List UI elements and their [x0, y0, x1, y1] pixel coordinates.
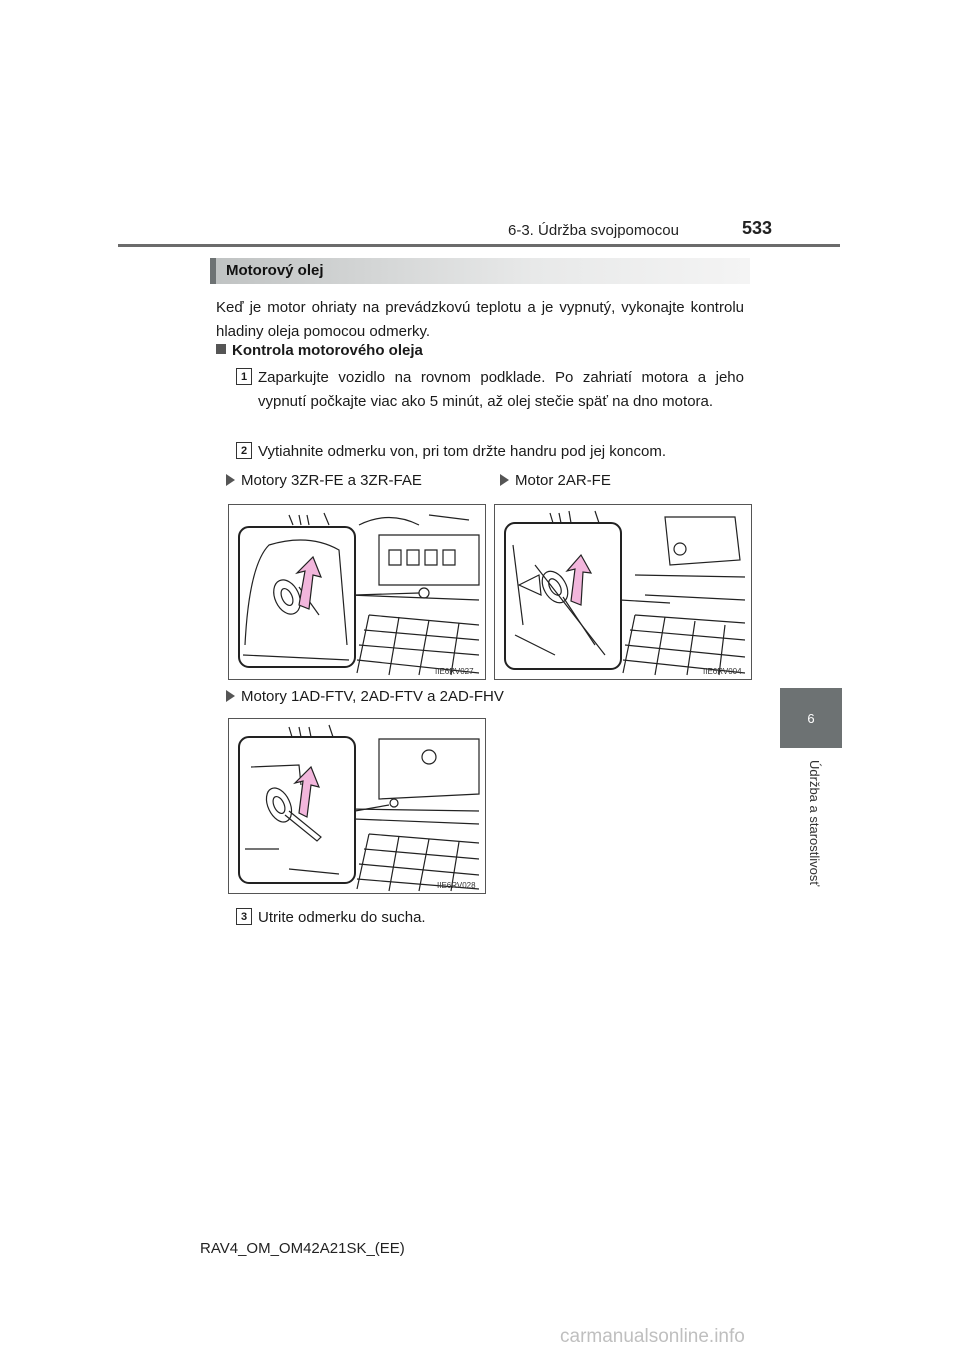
section-heading-bar: [210, 258, 750, 284]
step-badge-3: 3: [236, 908, 252, 925]
header-rule: [118, 244, 840, 247]
step-badge-2: 2: [236, 442, 252, 459]
chapter-tab: [780, 688, 842, 748]
step-badge-1: 1: [236, 368, 252, 385]
step-text-1: Zaparkujte vozidlo na rovnom podklade. Po zahriatí motora a jeho vypnutí počkajte viac ako 5 minút, až olej stečie späť na dno motora.: [258, 369, 744, 410]
triangle-bullet-icon: [500, 474, 509, 486]
page-number: 533: [742, 218, 773, 238]
figure-engine-ad: [228, 718, 486, 894]
figure-code-2: IIE6RV004: [703, 667, 742, 676]
figure-caption-1: Motory 3ZR-FE a 3ZR-FAE: [226, 472, 422, 489]
subheading-text: Kontrola motorového oleja: [232, 342, 423, 359]
engine-illustration-3: [229, 719, 485, 893]
figure-caption-3: Motory 1AD-FTV, 2AD-FTV a 2AD-FHV: [226, 688, 504, 705]
intro-paragraph: Keď je motor ohriaty na prevádzkovú teplotu a je vypnutý, vykonajte kontrolu hladiny oleja pomocou odmerky.: [216, 299, 744, 340]
watermark: carmanualsonline.info: [560, 1326, 745, 1347]
subheading: [216, 342, 423, 359]
figure-code-1: IIE6RV027: [435, 667, 474, 676]
document-footer: RAV4_OM_OM42A21SK_(EE): [200, 1240, 405, 1257]
square-bullet-icon: [216, 344, 226, 354]
figure-engine-3zr: [228, 504, 486, 680]
figure-caption-2: Motor 2AR-FE: [500, 472, 611, 489]
chapter-number: 6: [807, 710, 815, 726]
figure-code-3: IIE6RV028: [437, 881, 476, 890]
chapter-label-text: Údržba a starostlivosť: [807, 760, 822, 887]
figure-engine-2ar: [494, 504, 752, 680]
step-text-3: Utrite odmerku do sucha.: [258, 909, 426, 926]
engine-illustration-1: [229, 505, 485, 679]
step-text-2: Vytiahnite odmerku von, pri tom držte handru pod jej koncom.: [258, 443, 666, 460]
engine-illustration-2: [495, 505, 751, 679]
triangle-bullet-icon: [226, 474, 235, 486]
triangle-bullet-icon: [226, 690, 235, 702]
section-title: Motorový olej: [226, 262, 324, 279]
section-accent: [210, 258, 216, 284]
running-header-section: 6-3. Údržba svojpomocou: [508, 222, 679, 239]
chapter-label: [770, 760, 850, 900]
